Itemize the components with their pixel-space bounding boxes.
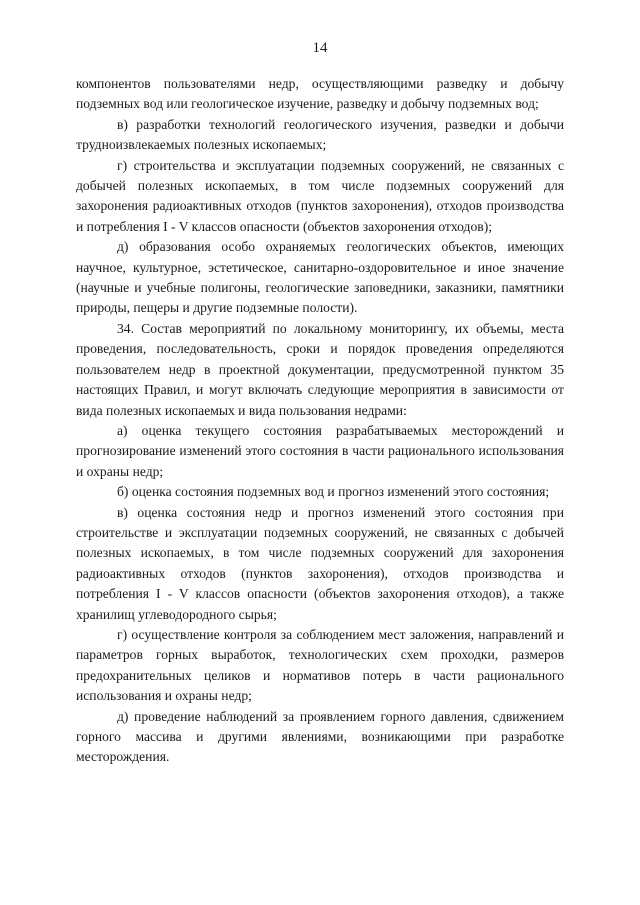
paragraph-34-item-d: д) проведение наблюдений за проявлением горного давления, сдвижением горного массива и другими явлениями, возникающими при разработке месторождения. (76, 708, 564, 765)
paragraph-34-item-b: б) оценка состояния подземных вод и прогноз изменений этого состояния; (117, 484, 550, 500)
paragraph-item-d: д) образования особо охраняемых геологических объектов, имеющих научное, культурное, эстетическое, санитарно-оздоровительное и иное значение (научные и учебные полигоны, геологические заповедники, заказники, памятники природы, пещеры и другие подземные полости). (76, 239, 564, 316)
paragraph-34-item-a: а) оценка текущего состояния разрабатываемых месторождений и прогнозирование изменений этого состояния в части рационального использования и охраны недр; (76, 422, 564, 479)
paragraph-clause-34: 34. Состав мероприятий по локальному мониторингу, их объемы, места проведения, последовательность, сроки и порядок проведения определяются пользователем недр в проектной документации, предусмотренной пунктом 35 настоящих Правил, и могут включать следующие мероприятия в зависимости от вида полезных ископаемых и вида пользования недрами: (76, 320, 564, 418)
paragraph-34-item-v: в) оценка состояния недр и прогноз изменений этого состояния при строительстве и эксплуатации подземных сооружений, не связанных с добычей полезных ископаемых, в том числе подземных сооружений для захоронения радиоактивных отходов (пунктов захоронения), отходов производства и потребления I - V классов опасности (объектов захоронения отходов), а также хранилищ углеводородного сырья; (76, 504, 564, 622)
document-body (76, 74, 564, 768)
paragraph-item-g: г) строительства и эксплуатации подземных сооружений, не связанных с добычей полезных ископаемых, в том числе подземных сооружений для захоронения радиоактивных отходов (пунктов захоронения), отходов производства и потребления I - V классов опасности (объектов захоронения отходов); (76, 157, 564, 234)
page-number: 14 (312, 40, 328, 56)
paragraph-34-item-g: г) осуществление контроля за соблюдением мест заложения, направлений и параметров горных выработок, технологических схем проходки, размеров предохранительных целиков и нормативов потерь в части рационального использования и охраны недр; (76, 626, 564, 704)
paragraph-item-v: в) разработки технологий геологического изучения, разведки и добычи трудноизвлекаемых полезных ископаемых; (76, 116, 564, 153)
paragraph-continuation: компонентов пользователями недр, осуществляющими разведку и добычу подземных вод или геологическое изучение, разведку и добычу подземных вод; (76, 76, 564, 112)
